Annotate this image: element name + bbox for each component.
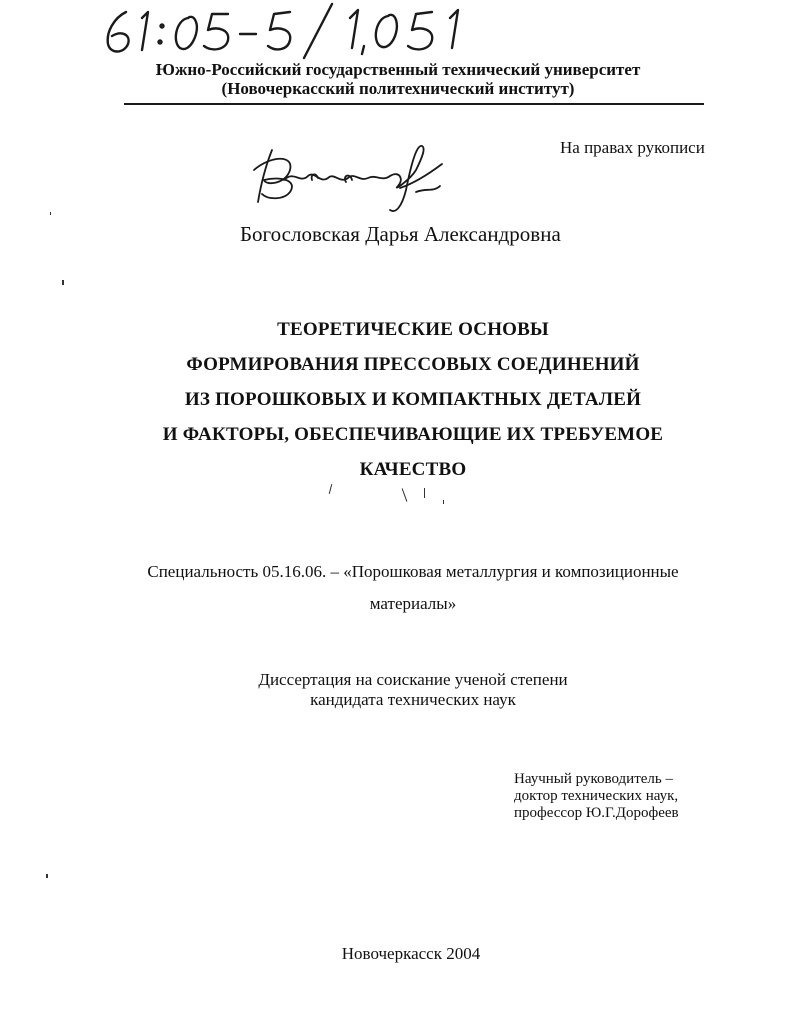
- scan-speck: [62, 280, 64, 285]
- title-line: И ФАКТОРЫ, ОБЕСПЕЧИВАЮЩИЕ ИХ ТРЕБУЕМОЕ: [162, 424, 664, 445]
- advisor-line: Научный руководитель –: [514, 771, 673, 787]
- title-line: КАЧЕСТВО: [359, 459, 467, 480]
- scan-speck: [46, 874, 48, 878]
- degree-line: Диссертация на соискание ученой степени: [258, 670, 568, 689]
- scientific-advisor: [514, 771, 679, 822]
- scan-speck: [50, 212, 51, 215]
- author-name: Богословская Дарья Александровна: [240, 222, 561, 246]
- speciality: Специальность 05.16.06. – «Порошковая металлургия и композиционные материалы»: [147, 562, 679, 613]
- header-divider: [124, 103, 704, 105]
- title-line: ФОРМИРОВАНИЯ ПРЕССОВЫХ СОЕДИНЕНИЙ: [186, 354, 640, 375]
- advisor-line: доктор технических наук,: [514, 788, 679, 804]
- degree-statement: [0, 670, 796, 710]
- title-line: ТЕОРЕТИЧЕСКИЕ ОСНОВЫ: [277, 319, 549, 340]
- title-line: ИЗ ПОРОШКОВЫХ И КОМПАКТНЫХ ДЕТАЛЕЙ: [184, 389, 642, 410]
- city-year: Новочеркасск 2004: [341, 944, 481, 963]
- institute-name-line: (Новочеркасский политехнический институт): [221, 79, 575, 98]
- manuscript-note: На правах рукописи: [560, 138, 705, 157]
- thesis-title: [0, 312, 796, 487]
- advisor-line: профессор Ю.Г.Дорофеев: [514, 805, 679, 821]
- scan-speck: [443, 500, 444, 504]
- university-name-line: Южно-Российский государственный технический университет: [155, 60, 641, 79]
- handwritten-archive-code: [96, 2, 476, 60]
- scan-speck: [402, 488, 408, 501]
- degree-line: кандидата технических наук: [310, 690, 516, 709]
- university-name: [0, 60, 796, 98]
- author-signature: [250, 140, 450, 218]
- scan-speck: [424, 488, 425, 498]
